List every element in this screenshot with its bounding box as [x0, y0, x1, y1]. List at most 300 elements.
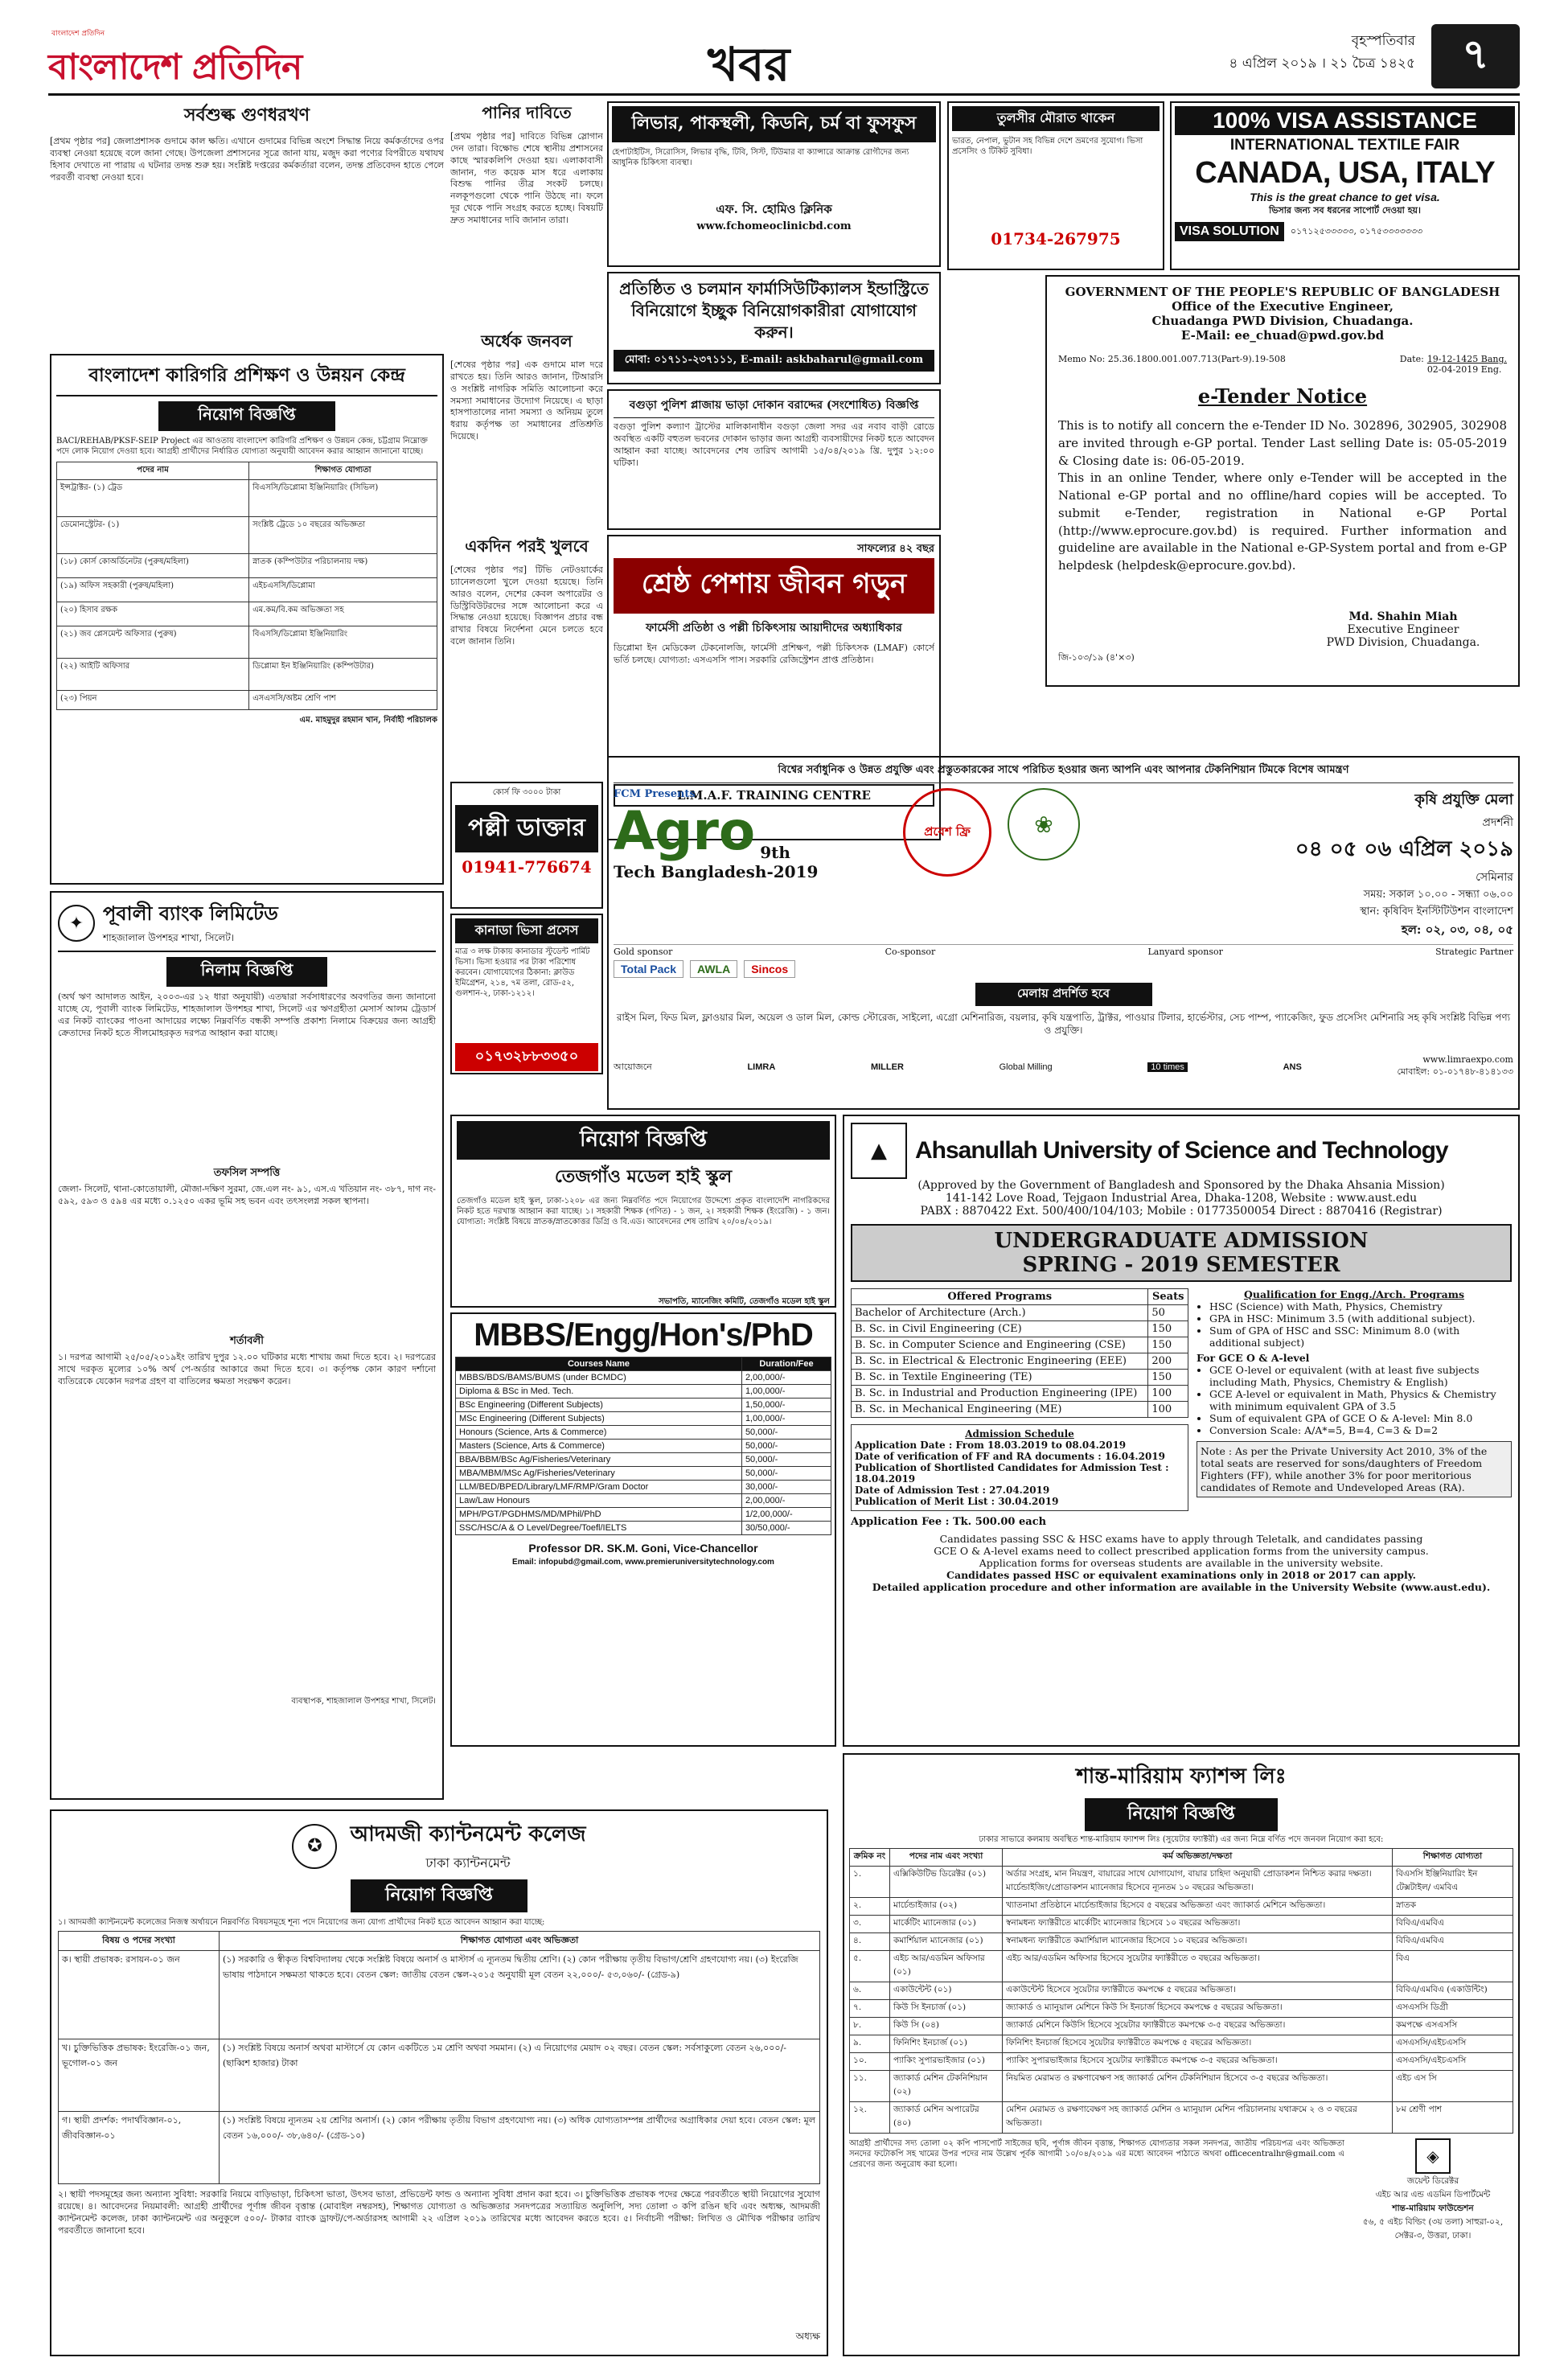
aust-footer[interactable]: Detailed application procedure and other information are available in the University Website (www.aust.edu). [872, 1581, 1491, 1593]
table-row [852, 1305, 1188, 1321]
notice-sign-name: Md. Shahin Miah [1348, 610, 1458, 623]
story-body: [প্রথম পৃষ্ঠার পর] জেলাপ্রশাসক গুদামে কাল ক্ষতি। এখানে গুদামের বিভিন্ন অংশে সিদ্ধান্ত নিয়ে কর্মকর্তাদের ওপর ব্যবস্থা নেওয়া হয়েছে বলে জানা গেছে। উপজেলা প্রশাসনের সূত্রে জানা যায়, মজুদ করা পণ্যের বিপরীতে যথাযথ হিসাব দেখাতে না পারায় এ ঘটনার তদন্ত শুরু হয়। সংশ্লিষ্ট দপ্তরের কর্মকর্তারা বলেন, তদন্ত প্রতিবেদন হাতে পেলে পরবর্তী ব্যবস্থা নেওয়া হবে। [50, 136, 444, 183]
etender-notice [1045, 275, 1520, 687]
aust-adm-title: UNDERGRADUATE ADMISSION [994, 1229, 1369, 1253]
sponsor-logo: MILLER [870, 1062, 904, 1072]
ad-pubali-terms: ১। দরপত্র আগামী ২৫/০৫/২০১৯ইং তারিখ দুপুর ১২.০০ ঘটিকার মধ্যে শাখায় জমা দিতে হবে। ২। দরপত্রের সাথে দরকৃত মূল্যের ১০% অর্থ পে-অর্ডার আকারে জমা দিতে হবে। ৩। কর্তৃপক্ষ কোন কারণ দর্শানো ব্যতিরেকে যেকোন দরপত্র গ্রহণ বা বাতিলের ক্ষমতা সংরক্ষণ করেন। [58, 1352, 436, 1386]
aust-gce-item: • Conversion Scale: A/A*=5, B=4, C=3 & D=2 [1209, 1424, 1512, 1436]
adamjee-title: নিয়োগ বিজ্ঞপ্তি [351, 1879, 527, 1912]
table-cell: ডেমোনস্ট্রেটর- (১) [57, 517, 249, 554]
table-row [456, 1412, 831, 1426]
table-row [850, 1916, 1513, 1933]
table-row [850, 2071, 1513, 2102]
shanta-sign-title: জয়েন্ট ডিরেক্টর [1406, 2176, 1459, 2186]
ad-invest-contact[interactable]: মোবা: ০১৭১১-২৩৭১১১, E-mail: askbaharul@gmail.com [614, 350, 934, 372]
ad-mbbs-engg [450, 1312, 836, 1747]
table-cell: বিবিএ/এমবিএ (একাউন্টিং) [1393, 1982, 1513, 2000]
tejgaon-school: তেজগাঁও মডেল হাই স্কুল [554, 1166, 733, 1187]
ad-pharma-invest [607, 272, 941, 384]
shanta-sign-address: ৫৬, ৫ এইচ বিল্ডিং (৩য় তলা) সাহুরা-০২, সেক্টর-৩, উত্তরা, ঢাকা। [1362, 2217, 1504, 2241]
agro-title: Agro [614, 800, 756, 862]
ad-canada-body: মাত্র ৩ লক্ষ টাকায় কানাডার স্টুডেন্ট পার্মিট ভিসা। ভিসা হওয়ার পর টাকা পরিশোধ করবেন। যোগাযোগের ঠিকানা: ক্লাউড ইমিগ্রেশন, ২১৪, ৭ম তলা, রোড-৫২, গুলশান-২, ঢাকা-১২১২। [455, 947, 590, 998]
shanta-table [849, 1848, 1513, 2134]
table-cell: প্যাকিং সুপারভাইজার হিসেবে সুয়েটার ফ্যাক্টরীতে কমপক্ষে ৩-৫ বছরের অভিজ্ঞতা। [1003, 2053, 1393, 2071]
table-cell: MBBS/BDS/BAMS/BUMS (under BCMDC) [456, 1371, 742, 1385]
ad-tour-title: তুলসীর মৌরাত থাকেন [952, 106, 1160, 131]
table-cell: 1,00,000/- [741, 1385, 831, 1399]
shanta-intro: ঢাকার সাভারে কলমায় অবস্থিত শান্ত-মারিয়াম ফ্যাশন্স লিঃ (সুয়েটার ফ্যাক্টরী) এর জন্য নিম্নে বর্ণিত পদে জনবল নিয়োগ করা হবে: [979, 1835, 1384, 1844]
notice-sign-division: PWD Division, Chuadanga. [1326, 636, 1480, 649]
table-cell: Law/Law Honours [456, 1494, 742, 1508]
table-row [852, 1402, 1188, 1418]
visa-line5: ভিসার জন্য সব ধরনের সাপোর্ট দেওয়া হয়। [1269, 205, 1421, 216]
table-cell: এইচএসসি/ডিপ্লোমা [249, 578, 437, 602]
table-cell: বিএসসি ইঞ্জিনিয়ারিং ইন টেক্সটাইল/ এমবিএ [1393, 1867, 1513, 1898]
mbbs-headline: MBBS/Engg/Hon's/PhD [474, 1317, 813, 1353]
notice-email[interactable]: E-Mail: ee_chuad@pwd.gov.bd [1180, 328, 1385, 343]
notice-division: Chuadanga PWD Division, Chuadanga. [1151, 314, 1414, 328]
agro-entry-badge [903, 788, 991, 877]
table-row [59, 1951, 820, 2039]
table-row [57, 602, 437, 626]
table-cell: এসএসসি/এইচএসসি [1393, 2053, 1513, 2071]
table-cell: ৩. [850, 1916, 890, 1933]
agro-website[interactable]: www.limraexpo.com [1422, 1054, 1513, 1065]
ad-invest-title: প্রতিষ্ঠিত ও চলমান ফার্মাসিউটিক্যালস ইন্ডাস্ট্রিতে বিনিয়োগে ইচ্ছুক বিনিয়োগকারীরা যোগাযোগ করুন। [619, 279, 929, 342]
table-cell: মার্কেটিং ম্যানেজার (০১) [890, 1916, 1003, 1933]
notice-government: GOVERNMENT OF THE PEOPLE'S REPUBLIC OF BANGLADESH [1065, 285, 1500, 299]
table-cell: Bachelor of Architecture (Arch.) [852, 1305, 1148, 1321]
table-row [59, 2039, 820, 2112]
table-row [850, 2000, 1513, 2018]
agro-venue: স্থান: কৃষিবিদ ইনস্টিটিউশন বাংলাদেশ [1360, 906, 1513, 918]
table-cell: একাউন্টেন্ট হিসেবে সুয়েটার ফ্যাক্টরীতে কমপক্ষে ৫ বছরের অভিজ্ঞতা। [1003, 1982, 1393, 2000]
ad-police-body: বগুড়া পুলিশ কল্যাণ ট্রাস্টের মালিকানাধীন বগুড়া জেলা সদর এর নবাব বাড়ী রোডে অবস্থিত একটি বহুতল ভবনের দোকান ভাড়ার জন্য আগ্রহী ব্যবসায়ীদের নিকট হতে আবেদন আহ্বান করা যাচ্ছে। আবেদনের শেষ তারিখ আগামী ১৫/০৪/২০১৯ খ্রি. দুপুর ১২:০০ ঘটিকা। [614, 421, 934, 468]
table-row [456, 1467, 831, 1481]
table-row [456, 1453, 831, 1467]
table-cell: ৪. [850, 1933, 890, 1951]
table-cell: একাউন্টেন্ট (০১) [890, 1982, 1003, 2000]
table-cell: এসএসসি/এইচএসসি [1393, 2035, 1513, 2053]
ad-canada-title: কানাডা ভিসা প্রসেস [455, 918, 598, 943]
table-cell: 50 [1148, 1305, 1188, 1321]
table-row [850, 2018, 1513, 2035]
table-cell: বিএসসি/ডিপ্লোমা ইঞ্জিনিয়ারিং [249, 626, 437, 659]
table-row [852, 1337, 1188, 1353]
shanta-title: নিয়োগ বিজ্ঞপ্তি [1085, 1798, 1278, 1831]
table-cell: অর্ডার সংগ্রহ, মান নিয়ন্ত্রণ, বায়ারের সাথে যোগাযোগ, বায়ার চাহিদা অনুযায়ী প্রোডাকশন নিশ্চিত করার দক্ষতা। মার্চেন্ডাইজিং/প্রোডাকশন ম্যানেজার হিসেবে ন্যূনতম ১০ বছরের অভিজ্ঞতা। [1003, 1867, 1393, 1898]
section-title: খবর [708, 37, 790, 92]
page-number: ৭ [1462, 30, 1489, 79]
story-water [450, 101, 603, 327]
ad-palli-phone[interactable]: 01941-776674 [462, 857, 592, 877]
aust-schedule-item: Publication of Merit List : 30.04.2019 [855, 1496, 1059, 1507]
notice-body: This is to notify all concern the e-Tender ID No. 302896, 302905, 302908 are invited through e-GP portal. Tender Last selling Date is: 05-05-2019 & Closing date is: 06-05-2019. This in an online Tender, where only e-Tender will be accepted in the National e-GP portal and no offline/hard copies will be accepted. To submit e-Tender, registration in National e-GP Portal (http://www.eprocure.gov.bd) is required. Further information and guideline are available in the National e-GP-System portal and from e-GP helpdesk (helpdesk@eprocure.gov.bd). [1058, 418, 1507, 573]
table-cell: খ। চুক্তিভিত্তিক প্রভাষক: ইংরেজি-০১ জন, ভূগোল-০১ জন [59, 2039, 220, 2112]
table-cell: ক। স্থায়ী প্রভাষক: রসায়ন-০১ জন [59, 1951, 220, 2039]
table-cell: ১০. [850, 2053, 890, 2071]
agro-subtitle: Tech Bangladesh-2019 [614, 862, 819, 881]
table-row [57, 480, 437, 517]
ad-tour-phone[interactable]: 01734-267975 [991, 229, 1121, 248]
aust-address[interactable]: 141-142 Love Road, Tejgaon Industrial Area, Dhaka-1208, Website : www.aust.edu [945, 1192, 1418, 1205]
tejgaon-body: তেজগাঁও মডেল হাই স্কুল, ঢাকা-১২০৮ এর জন্য নিম্নবর্ণিত পদে নিয়োগের উদ্দেশ্যে প্রকৃত বাংলাদেশি নাগরিকদের নিকট হতে দরখাস্ত আহ্বান করা যাচ্ছে। ১। সহকারী শিক্ষক (গণিত) - ১ জন, ২। সহকারী শিক্ষক (ইংরেজি) - ১ জন। যোগ্যতা: সংশ্লিষ্ট বিষয়ে স্নাতক/স্নাতকোত্তর ডিগ্রি ও বি.এড। আবেদনের শেষ তারিখ ২০/০৪/২০১৯। [457, 1197, 830, 1226]
aust-pabx: PABX : 8870422 Ext. 500/400/104/103; Mobile : 01773500054 Direct : 8870416 (Registrar) [920, 1205, 1443, 1218]
ad-pubali-notice: নিলাম বিজ্ঞপ্তি [166, 957, 327, 987]
table-row [850, 1898, 1513, 1916]
table-cell: LLM/BED/BPED/Library/LMF/RMP/Gram Doctor [456, 1481, 742, 1494]
table-cell: খ্যাতনামা প্রতিষ্ঠানে মার্চেন্ডাইজার হিসেবে ৫ বছরের অভিজ্ঞতা এবং জ্যাকার্ড মেশিনে অভিজ্ঞতা। [1003, 1898, 1393, 1916]
table-cell: Honours (Science, Arts & Commerce) [456, 1426, 742, 1440]
table-cell: ২. [850, 1898, 890, 1916]
table-row [852, 1321, 1188, 1337]
agro-seminar: সেমিনার [1476, 871, 1513, 884]
table-cell: বিএ [1393, 1951, 1513, 1982]
agro-fair-sub: মেলায় প্রদর্শিত হবে [975, 983, 1152, 1006]
table-cell: জ্যাকার্ড ও ম্যানুয়াল মেশিনে কিউ সি ইনচার্জ হিসেবে কমপক্ষে ৫ বছরের অভিজ্ঞতা। [1003, 2000, 1393, 2018]
table-cell: 1/2,00,000/- [741, 1508, 831, 1522]
table-row [850, 2102, 1513, 2134]
table-row [850, 2053, 1513, 2071]
table-cell: বিবিএ/এমবিএ [1393, 1916, 1513, 1933]
aust-note: Note : As per the Private University Act 2010, 3% of the total seats are reserved for sons/daughters of Freedom Fighters (FF), while another 3% for poor meritorious candidates of Remote and Undeveloped Areas (RA). [1197, 1441, 1512, 1497]
ad-pubali-sign: ব্যবস্থাপক, শাহজালাল উপশহর শাখা, সিলেট। [291, 1697, 436, 1706]
table-row [850, 1951, 1513, 1982]
sponsor-logo: 10 times [1147, 1062, 1188, 1072]
table-cell: এসএসসি/অষ্টম শ্রেণি পাশ [249, 691, 437, 710]
masthead-day: বৃহস্পতিবার [1351, 33, 1415, 49]
story-body: [প্রথম পৃষ্ঠার পর] দাবিতে বিভিন্ন স্লোগান দেন তারা। বিক্ষোভ শেষে স্থানীয় প্রশাসনের কাছে স্মারকলিপি দেওয়া হয়। এলাকাবাসী জানান, গত কয়েক মাস ধরে এলাকায় বিশুদ্ধ পানির তীব্র সংকট চলছে। নলকূপগুলো থেকে পানি উঠছে না। ফলে দূর থেকে পানি সংগ্রহ করতে হচ্ছে। বিষয়টি দ্রুত সমাধানের দাবি জানান তারা। [450, 131, 603, 225]
agro-dates: ০৪ ০৫ ০৬ এপ্রিল ২০১৯ [1295, 837, 1513, 861]
table-cell: ৬. [850, 1982, 890, 2000]
table-cell: (১) সংশ্লিষ্ট বিষয়ে ন্যূনতম ২য় শ্রেণির অনার্স। (২) কোন পরীক্ষায় তৃতীয় বিভাগ গ্রহণযোগ্য নয়। (৩) অধিক যোগ্যতাসম্পন্ন প্রার্থীদের অগ্রাধিকার দেয়া হবে। বেতন স্কেল: মূল বেতন ১৬,০০০/- ৩৮,৬৪০/- (গ্রেড-১০) [220, 2112, 820, 2184]
table-cell: স্নাতক [1393, 1898, 1513, 1916]
aust-schedule-title: Admission Schedule [965, 1428, 1074, 1440]
table-cell: কিউ সি (০৪) [890, 2018, 1003, 2035]
table-cell: কমপক্ষে এসএসসি [1393, 2018, 1513, 2035]
table-cell: (২২) আইটি অফিসার [57, 659, 249, 691]
table-cell: SSC/HSC/A & O Level/Degree/Toefl/IELTS [456, 1522, 742, 1535]
agro-organizer: আয়োজনে [614, 1061, 652, 1072]
table-row [57, 626, 437, 659]
aust-qual-item: • GPA in HSC: Minimum 3.5 (with additional subject). [1209, 1312, 1512, 1325]
table-cell: স্বনামধন্য ফ্যাক্টরীতে কমার্শিয়াল ম্যানেজার হিসেবে ১০ বছরের অভিজ্ঞতা। [1003, 1933, 1393, 1951]
table-row [850, 1933, 1513, 1951]
table-cell: এসএসসি ডিগ্রী [1393, 2000, 1513, 2018]
ad-bktc-title: বাংলাদেশ কারিগরি প্রশিক্ষণ ও উন্নয়ন কেন্দ্র [56, 360, 437, 396]
story-sarbashulk [50, 101, 444, 351]
ad-bktc [50, 354, 444, 885]
adamjee-intro: ১। আদমজী ক্যান্টনমেন্ট কলেজের নিজস্ব অর্থায়নে নিম্নবর্ণিত বিষয়সমূহে শূন্য পদে নিয়োগের জন্য যোগ্য প্রার্থীদের নিকট হতে আবেদন আহ্বান করা যাচ্ছে: [58, 1918, 545, 1927]
table-row [456, 1508, 831, 1522]
table-cell: 2,00,000/- [741, 1371, 831, 1385]
agro-fair-label: কৃষি প্রযুক্তি মেলা [1414, 791, 1513, 808]
ad-liver-clinic [607, 101, 941, 267]
ad-canada-visa [450, 914, 603, 1074]
table-cell: 1,00,000/- [741, 1412, 831, 1426]
ad-career-body: ডিপ্লোমা ইন মেডিকেল টেকনোলজি, ফার্মেসী প্রশিক্ষণ, পল্লী চিকিৎসক (LMAF) কোর্সে ভর্তি চলছে। যোগ্যতা: এসএসসি পাস। সরকারি রেজিস্ট্রেশন প্রাপ্ত প্রতিষ্ঠান। [614, 643, 934, 665]
aust-gce-title: For GCE O & A-level [1197, 1352, 1310, 1364]
aust-name: Ahsanullah University of Science and Technology [915, 1137, 1448, 1164]
table-cell: 30/50,000/- [741, 1522, 831, 1535]
ad-adamjee-college [50, 1809, 828, 2356]
notice-ref: জি-১০৩/১৯ (৪'×৩) [1058, 652, 1135, 663]
shanta-logo: ◈ [1415, 2138, 1451, 2174]
sponsor-label: Co-sponsor [885, 947, 936, 957]
adamjee-notes: ২। স্থায়ী পদসমূহের জন্য অন্যান্য সুবিধা: সরকারি নিয়মে বাড়িভাড়া, চিকিৎসা ভাতা, উৎসব ভাতা, প্রভিডেন্ট ফান্ড ও অন্যান্য সুবিধা প্রদান করা হবে। ৩। চুক্তিভিত্তিক প্রভাষক পদের ক্ষেত্রে পরবর্তীতে স্থায়ী নিয়োগের সুযোগ রয়েছে। ৪। আবেদনের নিয়মাবলী: আগ্রহী প্রার্থীদের পূর্ণাঙ্গ জীবন বৃত্তান্ত (মোবাইল নম্বরসহ), শিক্ষাগত যোগ্যতা ও অভিজ্ঞতার সনদপত্রের সত্যায়িত অনুলিপি, সদ্য তোলা ৩ কপি রঙিন ছবি এবং অধ্যক্ষ, আদমজী ক্যান্টনমেন্ট কলেজ, ঢাকা ক্যান্টনমেন্ট এর অনুকূলে ৫০০/- টাকার ব্যাংক ড্রাফট/পে-অর্ডারসহ আগামী ২২ এপ্রিল ২০১৯ তারিখের মধ্যে আবেদন করতে হবে। ৫। নির্বাচনী পরীক্ষা: লিখিত ও মৌখিক পরীক্ষার তারিখ পরবর্তীতে জানানো হবে। [58, 2189, 820, 2236]
table-cell: 50,000/- [741, 1453, 831, 1467]
mbbs-contact[interactable]: Email: infopubd@gmail.com, www.premieruniversitytechnology.com [512, 1558, 774, 1567]
table-cell: বিএসসি/ডিপ্লোমা ইঞ্জিনিয়ারিং (সিভিল) [249, 480, 437, 517]
agro-edition: 9th [760, 843, 790, 862]
table-header: ক্রমিক নং [850, 1849, 890, 1867]
table-row [456, 1426, 831, 1440]
table-cell: B. Sc. in Textile Engineering (TE) [852, 1370, 1148, 1386]
ad-police-title: বগুড়া পুলিশ প্লাজায় ভাড়া দোকান বরাদ্দের (সংশোধিত) বিজ্ঞপ্তি [614, 396, 934, 418]
aust-schedule-item: Publication of Shortlisted Candidates for Admission Test : 18.04.2019 [855, 1462, 1169, 1485]
ad-career-banner: সাফল্যের ৪২ বছর [857, 543, 934, 555]
ad-bktc-subtitle: নিয়োগ বিজ্ঞপ্তি [158, 401, 335, 431]
sponsor-label: Strategic Partner [1435, 947, 1513, 957]
ad-tejgaon-school [450, 1115, 836, 1308]
table-cell: গ। স্থায়ী প্রদর্শক: পদার্থবিজ্ঞান-০১, জীববিজ্ঞান-০১ [59, 2112, 220, 2184]
table-cell: কমার্শিয়াল ম্যানেজার (০১) [890, 1933, 1003, 1951]
table-row [456, 1371, 831, 1385]
aust-qual-title: Qualification for Engg./Arch. Programs [1243, 1288, 1465, 1300]
table-cell: BBA/BBM/BSc Ag/Fisheries/Veterinary [456, 1453, 742, 1467]
ad-agro-tech [607, 756, 1520, 1110]
ad-liver-site[interactable]: www.fchomeoclinicbd.com [696, 220, 852, 232]
aust-schedule-item: Application Date : From 18.03.2019 to 08.04.2019 [855, 1440, 1127, 1451]
sponsor-logo: AWLA [690, 960, 737, 978]
ad-tour-body: ভারত, নেপাল, ভুটান সহ বিভিন্ন দেশে ভ্রমণের সুযোগ। ভিসা প্রসেসিং ও টিকিট সুবিধা। [952, 137, 1143, 156]
sponsor-logo: Sincos [744, 960, 795, 978]
story-title: একদিন পরই খুলবে [465, 536, 589, 556]
table-row [456, 1522, 831, 1535]
sponsor-label: Gold sponsor [614, 947, 673, 957]
notice-date-english: 02-04-2019 Eng. [1426, 364, 1502, 375]
adamjee-name: আদমজী ক্যান্টনমেন্ট কলেজ [350, 1822, 586, 1846]
ad-career-sub: ফার্মেসী প্রতিষ্ঠা ও পল্লী চিকিৎসায় আয়াদীদের অধ্যাধিকার [646, 622, 902, 635]
table-cell: (১৮) কোর্স কোঅর্ডিনেটর (পুরুষ/মহিলা) [57, 554, 249, 578]
table-cell: ১. [850, 1867, 890, 1898]
agro-phone: মোবাইল: ০১-০১৭৪৮-৪১৪১৩৩ [1397, 1066, 1513, 1077]
table-cell: ১২. [850, 2102, 890, 2134]
table-row [456, 1481, 831, 1494]
adamjee-location: ঢাকা ক্যান্টনমেন্ট [425, 1855, 511, 1871]
tejgaon-sign: সভাপতি, ম্যানেজিং কমিটি, তেজগাঁও মডেল হাই স্কুল [659, 1297, 830, 1306]
ad-visa-solution [1170, 101, 1520, 270]
adamjee-table [58, 1931, 820, 2184]
table-header: Duration/Fee [741, 1357, 831, 1371]
aust-fee: Application Fee : Tk. 500.00 each [851, 1516, 1047, 1528]
ad-bogura-police [607, 389, 941, 530]
aust-gce-item: • GCE O-level or equivalent (with at least five subjects including Math, Physics, Chemistry & English) [1209, 1364, 1512, 1388]
table-row [456, 1385, 831, 1399]
table-cell: B. Sc. in Computer Science and Engineering (CSE) [852, 1337, 1148, 1353]
page-number-badge [1431, 24, 1520, 88]
sponsor-logo: ANS [1283, 1062, 1302, 1072]
agro-presents: FCM Presents [614, 788, 696, 800]
aust-footer: Application forms for overseas students are available in the university website. [979, 1557, 1384, 1569]
pubali-logo: ✦ [58, 905, 95, 942]
notice-date-label: Date: [1399, 354, 1424, 364]
story-title: সর্বশুল্ক গুণধরখণ [183, 105, 310, 125]
table-header: বিষয় ও পদের সংখ্যা [59, 1932, 220, 1951]
table-cell: (২০) হিসাব রক্ষক [57, 602, 249, 626]
agro-exhibits: রাইস মিল, ফিড মিল, ফ্লাওয়ার মিল, অয়েল ও ডাল মিল, কোল্ড স্টোরেজ, সাইলো, এগ্রো মেশিনারিজ, বয়লার, কৃষি যন্ত্রপাতি, ট্রাক্টর, পাওয়ার টিলার, হার্ভেস্টার, সেচ পাম্প, প্যাকেজিং, ফুড প্রসেসিং মেশিনারি সহ কৃষি সংশ্লিষ্ট বিভিন্ন পণ্য ও প্রযুক্তি। [616, 1012, 1511, 1037]
masthead-tagline: বাংলাদেশ প্রতিদিন [51, 30, 105, 38]
table-row [850, 2035, 1513, 2053]
adamjee-logo: ✪ [292, 1824, 337, 1869]
sponsor-logo: Total Pack [614, 960, 683, 978]
table-cell: স্নাতক (কম্পিউটার পরিচালনায় দক্ষ) [249, 554, 437, 578]
shanta-sign-dept: এইচ আর এন্ড এডমিন ডিপার্টমেন্ট [1375, 2190, 1491, 2199]
notice-memo: Memo No: 25.36.1800.001.007.713(Part-9).19-508 [1058, 354, 1286, 364]
table-cell: 150 [1148, 1370, 1188, 1386]
aust-logo: ▲ [851, 1123, 907, 1179]
visa-line3: CANADA, USA, ITALY [1195, 156, 1495, 190]
ad-career-title: শ্রেষ্ঠ পেশায় জীবন গড়ুন [614, 558, 934, 614]
masthead-rule [48, 93, 1520, 96]
tejgaon-title: নিয়োগ বিজ্ঞপ্তি [457, 1121, 830, 1160]
mbbs-professor: Professor DR. SK.M. Goni, Vice-Chancellor [528, 1542, 758, 1555]
aust-footer: GCE O & A-level exams need to collect prescribed application forms from the university campus. [934, 1545, 1429, 1557]
ad-bktc-footer: এম. মাহমুদুর রহমান খান, নির্বাহী পরিচালক [299, 716, 437, 725]
table-cell: ৭. [850, 2000, 890, 2018]
table-row [57, 691, 437, 710]
table-cell: B. Sc. in Electrical & Electronic Engineering (EEE) [852, 1353, 1148, 1370]
visa-phones[interactable]: ০১৭১২৫৩৩৩৩৩, ০১৭৫৩৩৩৩৩৩৩ [1290, 225, 1423, 236]
visa-line4: This is the great chance to get visa. [1250, 191, 1440, 203]
aust-gce-item: • Sum of equivalent GPA of GCE O & A-level: Min 8.0 [1209, 1412, 1512, 1424]
adamjee-sign: অধ্যক্ষ [795, 2331, 820, 2342]
story-half-staff [450, 330, 603, 531]
agro-entry: প্রবেশ ফ্রি [924, 824, 971, 839]
ad-liver-clinic: এফ. সি. হোমিও ক্লিনিক [716, 202, 832, 216]
table-cell: B. Sc. in Civil Engineering (CE) [852, 1321, 1148, 1337]
table-cell: ৫. [850, 1951, 890, 1982]
table-cell: 150 [1148, 1321, 1188, 1337]
story-body: [শেষের পৃষ্ঠার পর] টিভি নেটওয়ার্কের চ্যানেলগুলো খুলে দেওয়া হয়েছে। তিনি আরও বলেন, দেশের কেবল অপারেটর ও ডিস্ট্রিবিউটরদের সঙ্গে আলোচনা করে এ সিদ্ধান্ত নেওয়া হয়েছে। বিজ্ঞাপন প্রচার বন্ধ রাখার বিষয়ে নির্দেশনা মেনে চলতে হবে বলে জানান তিনি। [450, 565, 603, 647]
agro-exhibition: প্রদর্শনী [1482, 816, 1513, 829]
ad-bktc-body: BACI/REHAB/PKSF-SEIP Project এর আওতায় বাংলাদেশ কারিগরি প্রশিক্ষণ ও উন্নয়ন কেন্দ্র, চট্টগ্রাম নিম্নোক্ত পদে লোক নিয়োগ দেওয়া হবে। আগ্রহী প্রার্থীদের নির্ধারিত যোগ্যতা অনুযায়ী আবেদন করার আহ্বান জানানো যাচ্ছে। [56, 437, 428, 456]
agro-time: সময়: সকাল ১০.০০ - সন্ধ্যা ০৬.০০ [1363, 889, 1513, 901]
ad-pubali-schedule: জেলা- সিলেট, থানা-কোতোয়ালী, মৌজা-দক্ষিণ সুরমা, জে.এল নং- ৯১, এস.এ খতিয়ান নং- ৩৮৭, দাগ নং- ৫৯২, ৫৯৩ ও ৫৯৪ এর মধ্যে ০.১২৫০ একর ভূমি সহ ভবন এবং তৎসংলগ্ন সকল স্থাপনা। [58, 1184, 436, 1206]
table-cell: স্বনামধন্য ফ্যাক্টরীতে মার্কেটিং ম্যানেজার হিসেবে ১০ বছরের অভিজ্ঞতা। [1003, 1916, 1393, 1933]
ad-pubali-terms-title: শর্তাবলী [230, 1335, 264, 1347]
table-cell: (২১) জব প্লেসমেন্ট অফিসার (পুরুষ) [57, 626, 249, 659]
table-cell: এইচ আর/এডমিন অফিসার হিসেবে সুয়েটার ফ্যাক্টরীতে ৩ বছরের অভিজ্ঞতা। [1003, 1951, 1393, 1982]
aust-qual-item: • HSC (Science) with Math, Physics, Chemistry [1209, 1300, 1512, 1312]
visa-brand: VISA SOLUTION [1175, 222, 1284, 241]
ad-canada-phone[interactable]: ০১৭৩২৮৮৩৩৫০ [455, 1043, 598, 1071]
table-cell: 200 [1148, 1353, 1188, 1370]
agro-halls: হল: ০২, ০৩, ০৪, ০৫ [1401, 922, 1513, 937]
newspaper-logo[interactable]: বাংলাদেশ প্রতিদিন [48, 47, 302, 88]
aust-adm-semester: SPRING - 2019 SEMESTER [1022, 1253, 1340, 1277]
table-cell: নিয়মিত মেরামত ও রক্ষণাবেক্ষণ সহ জ্যাকার্ড মেশিন টেকনিশিয়ান হিসেবে ৩-৫ বছরের অভিজ্ঞতা। [1003, 2071, 1393, 2102]
aust-qual-item: • Sum of GPA of HSC and SSC: Minimum 8.0 (with additional subject) [1209, 1325, 1512, 1349]
table-cell: সংশ্লিষ্ট ট্রেডে ১০ বছরের অভিজ্ঞতা [249, 517, 437, 554]
aust-footer: Candidates passed HSC or equivalent examinations only in 2018 or 2017 can apply. [946, 1569, 1416, 1581]
table-cell: (২৩) পিয়ন [57, 691, 249, 710]
table-cell: B. Sc. in Mechanical Engineering (ME) [852, 1402, 1148, 1418]
table-cell: ৮. [850, 2018, 890, 2035]
ad-aust [843, 1115, 1520, 1747]
ad-tour [947, 101, 1164, 270]
table-row [852, 1353, 1188, 1370]
ad-pubali-body: (অর্থ ঋণ আদালত আইন, ২০০৩-এর ১২ ধারা অনুযায়ী) এতদ্বারা সর্বসাধারণের অবগতির জন্য জানানো যাচ্ছে যে, পূবালী ব্যাংক লিমিটেড, শাহজালাল উপশহর শাখা, সিলেট এর ঋণগ্রহীতা মেসার্স আলম ট্রেডার্স এর নিকট ব্যাংকের পাওনা আদায়ের লক্ষ্যে নিম্নবর্ণিত বন্ধকী সম্পত্তি প্রকাশ্য নিলামে বিক্রয়ের জন্য আগ্রহী ক্রেতাদের নিকট হতে সীলমোহরকৃত দরপত্র আহ্বান করা যাচ্ছে। [58, 992, 436, 1038]
agro-govt-emblem: ❀ [1008, 788, 1080, 860]
table-cell: প্যাকিং সুপারভাইজার (০১) [890, 2053, 1003, 2071]
table-cell: এইচ আর/এডমিন অফিসার (০১) [890, 1951, 1003, 1982]
visa-line2: INTERNATIONAL TEXTILE FAIR [1229, 137, 1460, 154]
table-cell: কিউ সি ইনচার্জ (০১) [890, 2000, 1003, 2018]
table-row [850, 1982, 1513, 2000]
ad-pubali-sub: শাহজালাল উপশহর শাখা, সিলেট। [103, 932, 235, 943]
table-header: Offered Programs [852, 1289, 1148, 1305]
table-cell: জ্যাকার্ড মেশিন অপারেটর (৪০) [890, 2102, 1003, 2134]
masthead-date: ৪ এপ্রিল ২০১৯ । ২১ চৈত্র ১৪২৫ [1229, 55, 1415, 72]
ad-palli-doctor [450, 782, 603, 909]
ad-career-centre: L.M.A.F. TRAINING CENTRE [614, 784, 934, 807]
visa-line1: 100% VISA ASSISTANCE [1175, 106, 1515, 135]
table-header: পদের নাম এবং সংখ্যা [890, 1849, 1003, 1867]
sponsor-logo: Global Milling [999, 1062, 1053, 1072]
table-cell: MSc Engineering (Different Subjects) [456, 1412, 742, 1426]
table-cell: 1,50,000/- [741, 1399, 831, 1412]
table-row [456, 1399, 831, 1412]
table-header: শিক্ষাগত যোগ্যতা এবং অভিজ্ঞতা [220, 1932, 820, 1951]
ad-bktc-table [56, 462, 437, 710]
table-cell: এইচ এস সি [1393, 2071, 1513, 2102]
table-cell: Masters (Science, Arts & Commerce) [456, 1440, 742, 1453]
table-cell: ফিনিশিং ইনচার্জ (০১) [890, 2035, 1003, 2053]
ad-shanta-mariam [843, 1753, 1520, 2356]
table-header: কর্ম অভিজ্ঞতা/দক্ষতা [1003, 1849, 1393, 1867]
table-row [57, 517, 437, 554]
table-row [456, 1494, 831, 1508]
ad-pubali-title: পূবালী ব্যাংক লিমিটেড [103, 902, 278, 925]
sponsor-label: Lanyard sponsor [1147, 947, 1223, 957]
ad-pubali-schedule-title: তফসিল সম্পত্তি [213, 1167, 281, 1179]
table-row [57, 659, 437, 691]
story-title: অর্ধেক জনবল [481, 331, 573, 351]
mbbs-table [455, 1357, 831, 1535]
table-cell: 150 [1148, 1337, 1188, 1353]
table-row [59, 2112, 820, 2184]
table-cell: 30,000/- [741, 1481, 831, 1494]
story-title: পানির দাবিতে [482, 103, 572, 122]
ad-liver-body: হেপাটাইটিস, সিরোসিস, লিভার বৃদ্ধি, টিবি, সিস্ট, টিউমার বা ক্যান্সারে আক্রান্ত রোগীদের জন্য আধুনিক চিকিৎসা ব্যবস্থা। [612, 148, 909, 167]
table-row [852, 1386, 1188, 1402]
table-header: পদের নাম [57, 462, 249, 480]
ad-palli-fee: কোর্স ফি ৩০০০ টাকা [492, 788, 561, 797]
table-cell: মার্চেন্ডাইজার (০২) [890, 1898, 1003, 1916]
aust-footer: Candidates passing SSC & HSC exams have to apply through Teletalk, and candidates passing [939, 1533, 1423, 1545]
shanta-footer: আগ্রহী প্রার্থীদের সদ্য তোলা ০২ কপি পাসপোর্ট সাইজের ছবি, পূর্ণাঙ্গ জীবন বৃত্তান্ত, শিক্ষাগত যোগ্যতার সকল সনদপত্র, জাতীয় পরিচয়পত্র এবং অভিজ্ঞতা সনদের ফটোকপি সহ খামের উপর পদের নাম উল্লেখ পূর্বক আগামী ১০/০৪/২০১৯ এর মধ্যে আবেদন পাঠাতে অথবা officecentralhr@gmail.com এ প্রেরণের জন্য অনুরোধ করা হলো। [849, 2139, 1344, 2169]
table-header: Seats [1148, 1289, 1188, 1305]
notice-date-bangla: 19-12-1425 Bang. [1426, 354, 1507, 364]
table-row [852, 1370, 1188, 1386]
aust-schedule-item: Date of Admission Test : 27.04.2019 [855, 1485, 1050, 1496]
table-cell: এক্সিকিউটিভ ডিরেক্টর (০১) [890, 1867, 1003, 1898]
ad-palli-title: পল্লী ডাক্তার [455, 805, 598, 852]
table-row [456, 1440, 831, 1453]
aust-schedule-box [851, 1424, 1188, 1511]
table-row [57, 554, 437, 578]
